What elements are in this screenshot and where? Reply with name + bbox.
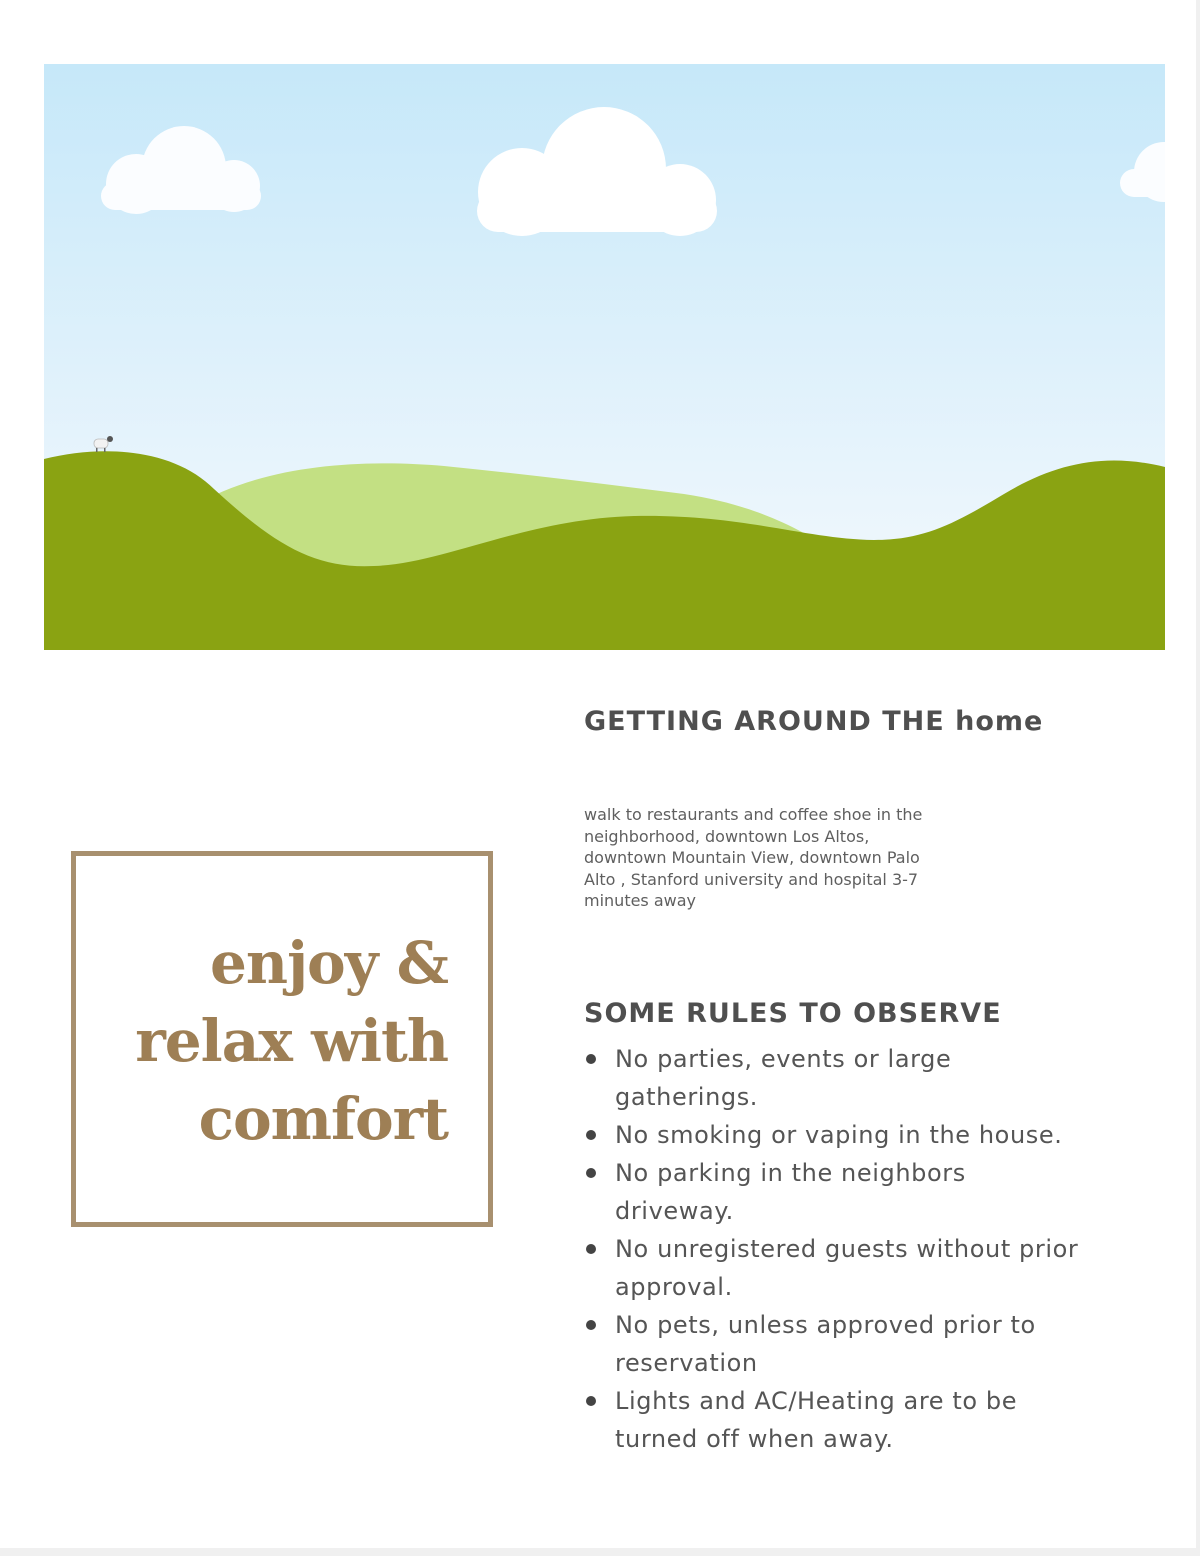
rule-text: No pets, unless approved prior to reservation	[615, 1311, 1036, 1377]
rule-text: No unregistered guests without prior approval.	[615, 1235, 1079, 1301]
rule-text: No parking in the neighbors driveway.	[615, 1159, 966, 1225]
hero-landscape-image	[44, 64, 1165, 650]
tagline-line-3: comfort	[198, 1085, 448, 1153]
rule-text: Lights and AC/Heating are to be turned off when away.	[615, 1387, 1018, 1453]
list-item	[584, 1382, 1084, 1458]
rules-list	[584, 1040, 1084, 1458]
bullet-icon	[586, 1168, 596, 1178]
getting-around-title: GETTING AROUND THE home	[584, 706, 1044, 737]
bullet-icon	[586, 1054, 596, 1064]
getting-around-body: walk to restaurants and coffee shoe in the neighborhood, downtown Los Altos, downtown Mountain View, downtown Palo Alto , Stanford university and hospital 3-7 minutes away	[584, 805, 923, 911]
list-item	[584, 1230, 1084, 1306]
rules-title: SOME RULES TO OBSERVE	[584, 998, 1002, 1029]
bullet-icon	[586, 1396, 596, 1406]
bullet-icon	[586, 1130, 596, 1140]
bullet-icon	[586, 1244, 596, 1254]
rule-text: No parties, events or large gatherings.	[615, 1045, 952, 1111]
list-item	[584, 1306, 1084, 1382]
list-item	[584, 1116, 1084, 1154]
list-item	[584, 1040, 1084, 1116]
tagline-line-2: relax with	[135, 1007, 448, 1075]
rule-text: No smoking or vaping in the house.	[615, 1121, 1063, 1149]
landscape-illustration-icon	[44, 64, 1165, 650]
list-item	[584, 1154, 1084, 1230]
bullet-icon	[586, 1320, 596, 1330]
tagline	[135, 924, 448, 1158]
tagline-frame	[71, 851, 493, 1227]
tagline-line-1: enjoy &	[210, 929, 448, 997]
